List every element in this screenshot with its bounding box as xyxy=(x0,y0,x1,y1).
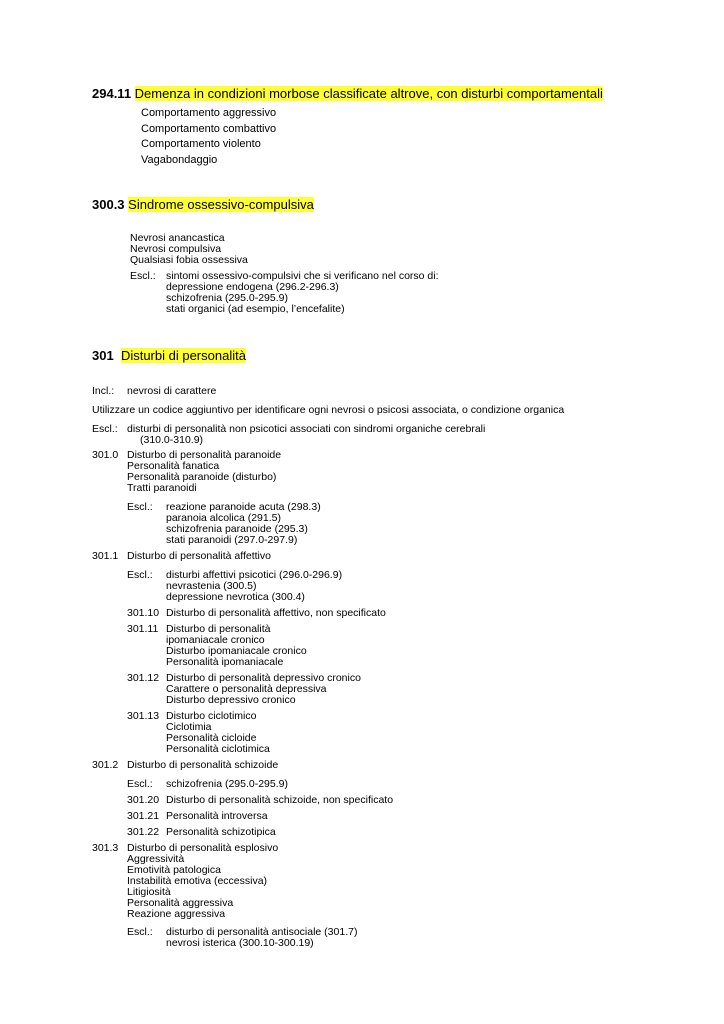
lines-301-3 xyxy=(127,843,278,920)
list-item: schizofrenia paranoide (295.3) xyxy=(166,523,308,535)
list-item: ipomaniacale cronico xyxy=(166,634,265,646)
lines-301-13 xyxy=(166,711,270,755)
list-item: Personalità ciclotimica xyxy=(166,743,270,755)
list-item: Qualsiasi fobia ossessiva xyxy=(130,254,248,266)
code-301-13: 301.13 xyxy=(127,710,160,722)
list-item: Disturbo ipomaniacale cronico xyxy=(166,645,307,657)
list-item: Reazione aggressiva xyxy=(127,908,226,920)
list-item: depressione nevrotica (300.4) xyxy=(166,591,305,603)
code-301-20: 301.20 xyxy=(127,794,160,806)
lines-301-11 xyxy=(166,624,307,668)
list-item: Tratti paranoidi xyxy=(127,482,197,494)
excl-301-1 xyxy=(166,570,342,603)
list-item: Personalità fanatica xyxy=(127,460,220,472)
list-item: Instabilità emotiva (eccessiva) xyxy=(127,875,268,887)
code-301-11: 301.11 xyxy=(127,623,159,635)
incl-label-301: Incl.: xyxy=(92,385,115,397)
incl-301: nevrosi di carattere xyxy=(127,385,217,397)
title-300-3: Sindrome ossessivo-compulsiva xyxy=(128,197,314,212)
list-item: Disturbo di personalità depressivo cronico xyxy=(166,672,361,684)
heading-301 xyxy=(92,348,246,363)
list-item: Comportamento aggressivo xyxy=(141,107,277,119)
code-301-12: 301.12 xyxy=(127,672,160,684)
items-294-11 xyxy=(141,106,276,168)
title-301-1: Disturbo di personalità affettivo xyxy=(127,550,271,562)
items-300-3 xyxy=(130,233,248,266)
code-301-21: 301.21 xyxy=(127,810,160,822)
list-item: disturbi affettivi psicotici (296.0-296.9) xyxy=(166,569,343,581)
list-item: Personalità ipomaniacale xyxy=(166,656,284,668)
code-301-2: 301.2 xyxy=(92,759,119,771)
list-item: paranoia alcolica (291.5) xyxy=(166,512,281,524)
code-294-11: 294.11 xyxy=(92,86,132,101)
code-301-10: 301.10 xyxy=(127,607,160,619)
list-item: reazione paranoide acuta (298.3) xyxy=(166,501,321,513)
note-301: Utilizzare un codice aggiuntivo per identificare ogni nevrosi o psicosi associata, o condizione organica xyxy=(92,404,565,416)
excl-301-3 xyxy=(166,927,357,949)
list-item: disturbo di personalità antisociale (301.7) xyxy=(166,926,358,938)
list-item: Personalità aggressiva xyxy=(127,897,234,909)
list-item: Disturbo di personalità xyxy=(166,623,271,635)
title-294-11: Demenza in condizioni morbose classificate altrove, con disturbi comportamentali xyxy=(134,86,603,101)
code-301-22: 301.22 xyxy=(127,826,160,838)
lines-301-10: Disturbo di personalità affettivo, non specificato xyxy=(166,607,386,619)
list-item: nevrastenia (300.5) xyxy=(166,580,257,592)
list-item: stati organici (ad esempio, l’encefalite) xyxy=(166,303,345,315)
title-301-2: Disturbo di personalità schizoide xyxy=(127,759,279,771)
list-item: Disturbo di personalità esplosivo xyxy=(127,842,279,854)
excl-300-3 xyxy=(166,271,439,315)
code-301-1: 301.1 xyxy=(92,550,119,562)
list-item: Carattere o personalità depressiva xyxy=(166,683,327,695)
list-item: Comportamento combattivo xyxy=(141,122,277,135)
lines-301-12 xyxy=(166,673,361,706)
list-item: Ciclotimia xyxy=(166,721,212,733)
list-item: Disturbo depressivo cronico xyxy=(166,694,296,706)
excl-label-301-3: Escl.: xyxy=(127,926,153,938)
list-item: Personalità cicloide xyxy=(166,732,257,744)
list-item: Vagabondaggio xyxy=(141,153,218,166)
heading-294-11 xyxy=(92,86,603,101)
excl-label-301-1: Escl.: xyxy=(127,569,153,581)
list-item: sintomi ossessivo-compulsivi che si verificano nel corso di: xyxy=(166,270,439,282)
list-item: Emotività patologica xyxy=(127,864,221,876)
list-item: Disturbo di personalità paranoide xyxy=(127,449,282,461)
excl-301-0 xyxy=(166,502,321,546)
excl-label-301-2: Escl.: xyxy=(127,778,153,790)
lines-301-20: Disturbo di personalità schizoide, non specificato xyxy=(166,794,394,806)
code-300-3: 300.3 xyxy=(92,197,125,212)
lines-301-0 xyxy=(127,450,281,494)
list-item: Personalità paranoide (disturbo) xyxy=(127,471,277,483)
code-301-0: 301.0 xyxy=(92,449,119,461)
lines-301-21: Personalità introversa xyxy=(166,810,268,822)
heading-300-3 xyxy=(92,197,314,212)
list-item: Nevrosi anancastica xyxy=(130,232,225,244)
list-item: Litigiosità xyxy=(127,886,171,898)
lines-301-22: Personalità schizotipica xyxy=(166,826,276,838)
excl-label-300-3: Escl.: xyxy=(130,270,156,282)
code-301-3: 301.3 xyxy=(92,842,119,854)
list-item: stati paranoidi (297.0-297.9) xyxy=(166,534,298,546)
list-item: nevrosi isterica (300.10-300.19) xyxy=(166,937,314,949)
excl-label-301: Escl.: xyxy=(92,423,118,435)
list-item: depressione endogena (296.2-296.3) xyxy=(166,281,339,293)
excl-301-line-1: disturbi di personalità non psicotici associati con sindromi organiche cerebrali xyxy=(127,423,486,435)
excl-label-301-0: Escl.: xyxy=(127,501,153,513)
excl-301-line-2: (310.0-310.9) xyxy=(140,434,204,446)
list-item: schizofrenia (295.0-295.9) xyxy=(166,292,288,304)
code-301: 301 xyxy=(92,348,114,363)
excl-301-2: schizofrenia (295.0-295.9) xyxy=(166,778,288,790)
list-item: Nevrosi compulsiva xyxy=(130,243,222,255)
title-301: Disturbi di personalità xyxy=(120,348,246,363)
list-item: Disturbo ciclotimico xyxy=(166,710,257,722)
list-item: Aggressività xyxy=(127,853,185,865)
list-item: Comportamento violento xyxy=(141,138,261,150)
